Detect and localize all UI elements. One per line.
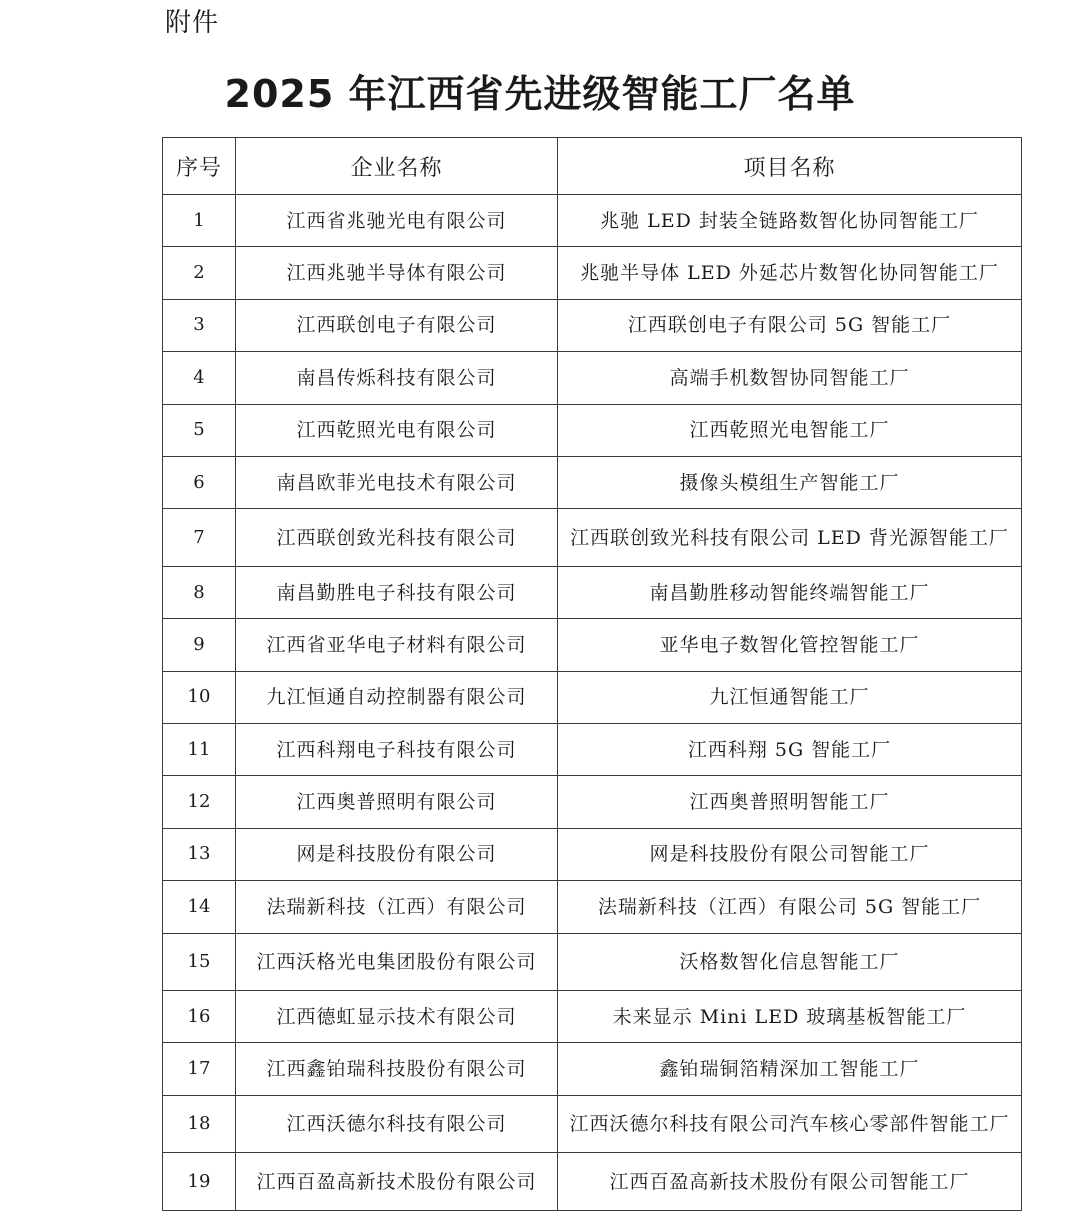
- table-row: [163, 1043, 1022, 1095]
- project-name: 南昌勤胜移动智能终端智能工厂: [558, 566, 1022, 618]
- table-row: [163, 1095, 1022, 1153]
- document-title: 2025 年江西省先进级智能工厂名单: [224, 72, 856, 116]
- table-row: [163, 509, 1022, 567]
- row-index: 18: [163, 1095, 236, 1153]
- table-header-row: [163, 138, 1022, 195]
- row-index: 1: [163, 195, 236, 247]
- project-name: 江西乾照光电智能工厂: [558, 404, 1022, 456]
- enterprise-name: 江西沃德尔科技有限公司: [236, 1095, 558, 1153]
- enterprise-name: 江西百盈高新技术股份有限公司: [236, 1153, 558, 1211]
- row-index: 4: [163, 352, 236, 404]
- table-row: [163, 776, 1022, 828]
- enterprise-name: 南昌欧菲光电技术有限公司: [236, 456, 558, 508]
- enterprise-name: 九江恒通自动控制器有限公司: [236, 671, 558, 723]
- enterprise-name: 南昌勤胜电子科技有限公司: [236, 566, 558, 618]
- enterprise-name: 江西奥普照明有限公司: [236, 776, 558, 828]
- enterprise-name: 江西兆驰半导体有限公司: [236, 247, 558, 299]
- table-row: [163, 299, 1022, 351]
- row-index: 16: [163, 991, 236, 1043]
- row-index: 14: [163, 881, 236, 933]
- project-name: 高端手机数智协同智能工厂: [558, 352, 1022, 404]
- factory-list-table: [162, 137, 1022, 1211]
- table-row: [163, 247, 1022, 299]
- row-index: 11: [163, 724, 236, 776]
- enterprise-name: 南昌传烁科技有限公司: [236, 352, 558, 404]
- attachment-label: 附件: [165, 8, 220, 38]
- table-row: [163, 619, 1022, 671]
- project-name: 江西奥普照明智能工厂: [558, 776, 1022, 828]
- row-index: 19: [163, 1153, 236, 1211]
- table-row: [163, 828, 1022, 880]
- row-index: 15: [163, 933, 236, 991]
- table-row: [163, 724, 1022, 776]
- project-name: 江西联创电子有限公司 5G 智能工厂: [558, 299, 1022, 351]
- row-index: 10: [163, 671, 236, 723]
- table-row: [163, 566, 1022, 618]
- project-name: 江西百盈高新技术股份有限公司智能工厂: [558, 1153, 1022, 1211]
- project-name: 兆驰 LED 封装全链路数智化协同智能工厂: [558, 195, 1022, 247]
- project-name: 未来显示 Mini LED 玻璃基板智能工厂: [558, 991, 1022, 1043]
- row-index: 13: [163, 828, 236, 880]
- enterprise-name: 江西鑫铂瑞科技股份有限公司: [236, 1043, 558, 1095]
- enterprise-name: 法瑞新科技（江西）有限公司: [236, 881, 558, 933]
- table-row: [163, 1153, 1022, 1211]
- enterprise-name: 江西联创致光科技有限公司: [236, 509, 558, 567]
- project-name: 网是科技股份有限公司智能工厂: [558, 828, 1022, 880]
- enterprise-name: 江西联创电子有限公司: [236, 299, 558, 351]
- project-name: 江西联创致光科技有限公司 LED 背光源智能工厂: [558, 509, 1022, 567]
- table-row: [163, 933, 1022, 991]
- row-index: 3: [163, 299, 236, 351]
- enterprise-name: 江西乾照光电有限公司: [236, 404, 558, 456]
- table-row: [163, 195, 1022, 247]
- row-index: 17: [163, 1043, 236, 1095]
- project-name: 沃格数智化信息智能工厂: [558, 933, 1022, 991]
- row-index: 12: [163, 776, 236, 828]
- enterprise-name: 江西省亚华电子材料有限公司: [236, 619, 558, 671]
- table-row: [163, 991, 1022, 1043]
- table-row: [163, 671, 1022, 723]
- project-name: 鑫铂瑞铜箔精深加工智能工厂: [558, 1043, 1022, 1095]
- enterprise-name: 江西省兆驰光电有限公司: [236, 195, 558, 247]
- table-row: [163, 456, 1022, 508]
- project-name: 法瑞新科技（江西）有限公司 5G 智能工厂: [558, 881, 1022, 933]
- row-index: 8: [163, 566, 236, 618]
- row-index: 6: [163, 456, 236, 508]
- table-row: [163, 404, 1022, 456]
- project-name: 摄像头模组生产智能工厂: [558, 456, 1022, 508]
- column-header-enterprise: 企业名称: [236, 138, 558, 195]
- enterprise-name: 江西科翔电子科技有限公司: [236, 724, 558, 776]
- enterprise-name: 网是科技股份有限公司: [236, 828, 558, 880]
- table-row: [163, 881, 1022, 933]
- row-index: 7: [163, 509, 236, 567]
- project-name: 兆驰半导体 LED 外延芯片数智化协同智能工厂: [558, 247, 1022, 299]
- row-index: 2: [163, 247, 236, 299]
- project-name: 亚华电子数智化管控智能工厂: [558, 619, 1022, 671]
- project-name: 江西科翔 5G 智能工厂: [558, 724, 1022, 776]
- table-row: [163, 352, 1022, 404]
- project-name: 九江恒通智能工厂: [558, 671, 1022, 723]
- enterprise-name: 江西德虹显示技术有限公司: [236, 991, 558, 1043]
- row-index: 9: [163, 619, 236, 671]
- project-name: 江西沃德尔科技有限公司汽车核心零部件智能工厂: [558, 1095, 1022, 1153]
- row-index: 5: [163, 404, 236, 456]
- column-header-project: 项目名称: [558, 138, 1022, 195]
- enterprise-name: 江西沃格光电集团股份有限公司: [236, 933, 558, 991]
- column-header-index: 序号: [163, 138, 236, 195]
